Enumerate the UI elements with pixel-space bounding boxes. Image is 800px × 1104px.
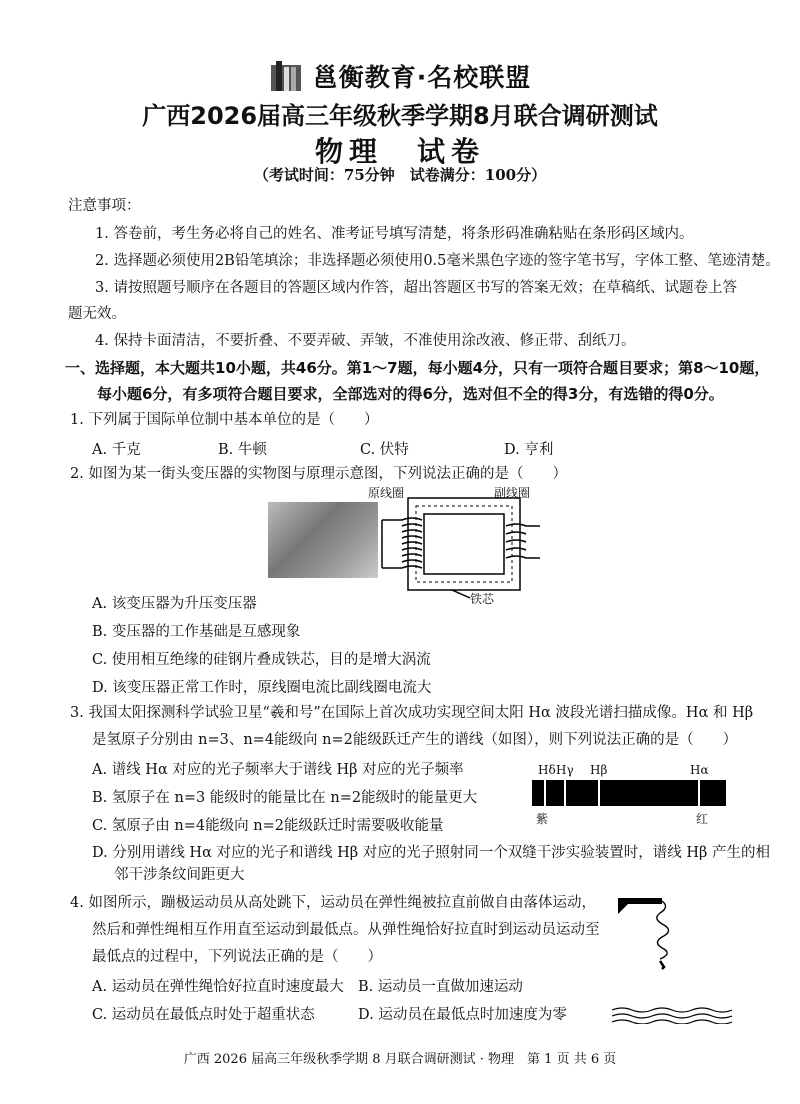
q2-stem: 2. 如图为某一街头变压器的实物图与原理示意图，下列说法正确的是（ ） [70,466,567,482]
notice-item-4: 4. 保持卡面清洁，不要折叠、不要弄破、弄皱，不准使用涂改液、修正带、刮纸刀。 [95,333,636,349]
spectrum-bar [532,780,726,806]
q1-stem: 1. 下列属于国际单位制中基本单位的是（ ） [70,412,379,428]
q3-option-b: B. 氢原子在 n=3 能级时的能量比在 n=2能级时的能量更大 [92,790,478,806]
label-violet: 紫 [536,812,549,826]
q3-option-c: C. 氢原子由 n=4能级向 n=2能级跃迁时需要吸收能量 [92,818,444,834]
q2-option-c: C. 使用相互绝缘的硅钢片叠成铁芯，目的是增大涡流 [92,652,431,668]
spectral-line-halpha [698,780,700,806]
notice-item-1: 1. 答卷前，考生务必将自己的姓名、准考证号填写清楚，将条形码准确粘贴在条形码区域内。 [95,226,694,242]
notice-title: 注意事项： [68,198,141,214]
notice-item-3-cont: 题无效。 [68,306,126,322]
spec-label-hgamma: Hγ [556,763,574,777]
q2-option-d: D. 该变压器正常工作时，原线圈电流比副线圈电流大 [92,680,432,696]
spectral-line-hbeta [598,780,600,806]
q3-option-d-cont: 邻干涉条纹间距更大 [114,867,245,883]
notice-item-2: 2. 选择题必须使用2B铅笔填涂；非选择题必须使用0.5毫米黑色字迹的签字笔书写，字体工整、笔迹清楚。 [95,253,780,269]
header-logo-row [0,58,800,94]
spectral-line-hdelta [544,780,546,806]
q1-option-c: C. 伏特 [360,442,409,458]
q4-option-b: B. 运动员一直做加速运动 [358,979,523,995]
bungee-diagram [612,892,732,1024]
label-red: 红 [696,812,709,826]
water-waves [612,1008,732,1024]
q3-stem-2: 是氢原子分别由 n=3、n=4能级向 n=2能级跃迁产生的谱线（如图），则下列说法正确的是（ ） [92,732,738,748]
spec-label-halpha: Hα [690,763,709,777]
section-heading: 一、选择题，本大题共10小题，共46分。第1～7题，每小题4分，只有一项符合题目要求；第8～10题， [65,359,770,377]
page-footer: 广西 2026 届高三年级秋季学期 8 月联合调研测试 · 物理 第 1 页 共 6 页 [183,1052,617,1067]
exam-title: 广西2026届高三年级秋季学期8月联合调研测试 [142,102,658,130]
jumper-figure [660,961,664,969]
logo-icon [269,59,303,93]
q3-stem-1: 3. 我国太阳探测科学试验卫星“羲和号”在国际上首次成功实现空间太阳 Hα 波段光谱扫描成像。Hα 和 Hβ [70,705,754,721]
section-heading-cont: 每小题6分，有多项符合题目要求，全部选对的得6分，选对但不全的得3分，有选错的得0分。 [97,385,724,403]
exam-info: （考试时间：75分钟 试卷满分：100分） [253,166,547,184]
q4-stem-2: 然后和弹性绳相互作用直至运动到最低点。从弹性绳恰好拉直时到运动员运动至 [92,922,600,938]
org-name: 邕衡教育·名校联盟 [312,63,532,92]
q3-option-d: D. 分别用谱线 Hα 对应的光子和谱线 Hβ 对应的光子照射同一个双缝干涉实验装置时，谱线 Hβ 产生的相 [92,845,770,861]
q4-option-c: C. 运动员在最低点时处于超重状态 [92,1007,315,1023]
notice-item-3: 3. 请按照题号顺序在各题目的答题区域内作答，超出答题区书写的答案无效；在草稿纸、试题卷上答 [95,280,737,296]
label-secondary-coil: 副线圈 [494,486,531,500]
q4-stem-3: 最低点的过程中，下列说法正确的是（ ） [92,949,382,965]
q4-option-d: D. 运动员在最低点时加速度为零 [358,1007,567,1023]
q3-option-a: A. 谱线 Hα 对应的光子频率大于谱线 Hβ 对应的光子频率 [92,762,464,778]
q2-option-b: B. 变压器的工作基础是互感现象 [92,624,301,640]
q1-option-a: A. 千克 [92,442,141,458]
q2-option-a: A. 该变压器为升压变压器 [92,596,257,612]
spec-label-hdelta: Hδ [538,763,556,777]
cliff-platform [618,898,662,914]
q1-option-b: B. 牛顿 [218,442,267,458]
q4-option-a: A. 运动员在弹性绳恰好拉直时速度最大 [92,979,344,995]
label-primary-coil: 原线圈 [368,486,405,500]
spectral-line-hgamma [564,780,566,806]
elastic-rope [657,901,669,959]
q1-option-d: D. 亨利 [504,442,554,458]
transformer-photo [268,502,378,578]
spec-label-hbeta: Hβ [590,763,608,777]
q4-stem-1: 4. 如图所示，蹦极运动员从高处跳下，运动员在弹性绳被拉直前做自由落体运动， [70,895,596,911]
subject-title: 物理 试卷 [314,135,485,168]
label-iron-core: 铁芯 [470,592,495,606]
